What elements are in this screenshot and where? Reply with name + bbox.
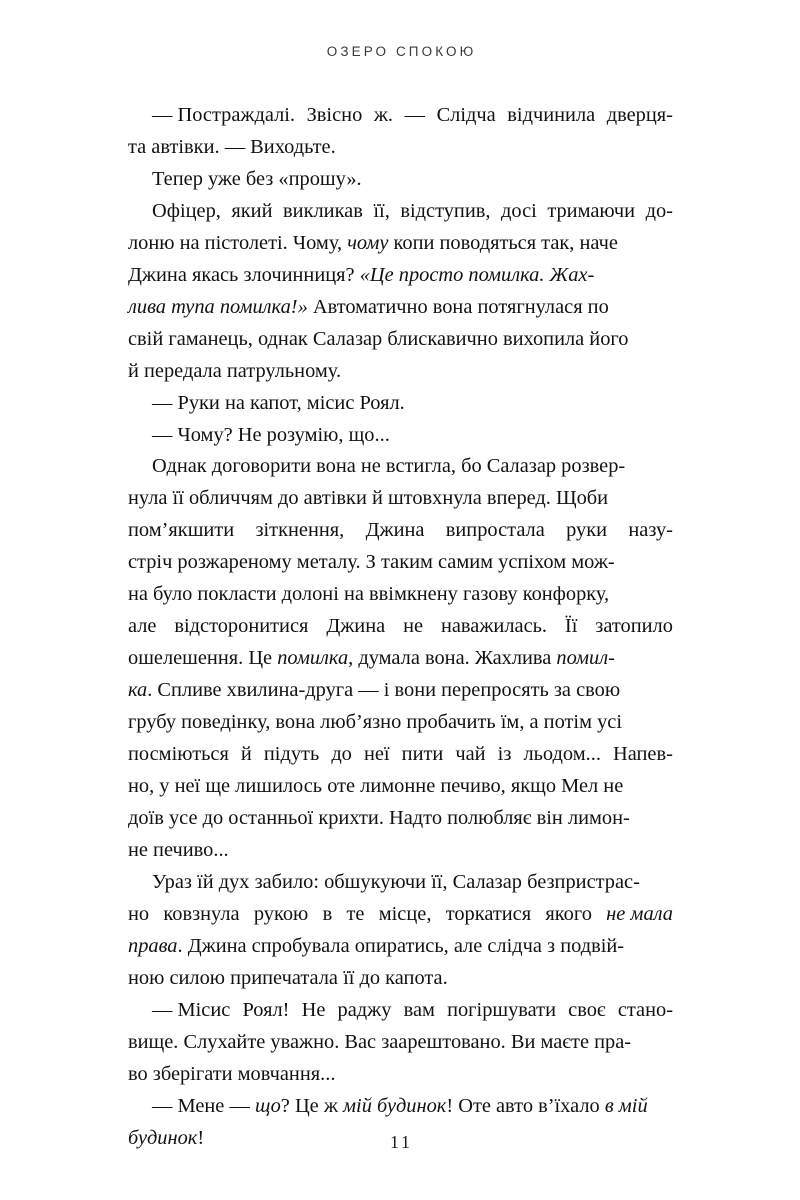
text-line: лоню на пістолеті. Чому, чому копи поводяться так, наче: [128, 231, 618, 254]
emphasis-text: права: [128, 934, 178, 957]
text-line: но, у неї ще лишилось оте лимонне печиво, якщо Мел не: [128, 775, 624, 798]
text-line: пом’якшити зіткнення, Джина випростала руки назу-: [128, 519, 673, 542]
paragraph: [128, 164, 673, 196]
text-line: доїв усе до останньої крихти. Надто полюбляє він лимон-: [128, 806, 630, 829]
paragraph: [128, 867, 673, 995]
text-line: во зберігати мовчання...: [128, 1062, 336, 1085]
emphasis-text: чому: [347, 231, 389, 254]
emphasis-text: помил-: [556, 647, 615, 670]
text-line: лива тупа помилка!» Автоматично вона потягнулася по: [128, 295, 609, 318]
text-line: посміються й підуть до неї пити чай із льодом... Напев-: [128, 743, 673, 766]
emphasis-text: лива тупа помилка!»: [128, 295, 308, 318]
paragraph: [128, 451, 673, 866]
paragraph: [128, 388, 673, 420]
text-line: але відсторонитися Джина не наважилась. Її затопило: [128, 615, 673, 638]
text-line: нула її обличчям до автівки й штовхнула вперед. Щоби: [128, 487, 609, 510]
text-line: — Місис Роял! Не раджу вам погіршувати своє стано-: [152, 998, 673, 1021]
text-line: будинок!: [128, 1126, 205, 1149]
paragraph: [128, 100, 673, 164]
text-line: ка. Спливе хвилина-друга — і вони перепросять за свою: [128, 679, 621, 702]
text-line: вище. Слухайте уважно. Вас заарештовано. Ви маєте пра-: [128, 1030, 632, 1053]
text-line: не печиво...: [128, 838, 229, 861]
text-line: на було покласти долоні на ввімкнену газову конфорку,: [128, 583, 610, 606]
text-line: свій гаманець, однак Салазар блискавично вихопила його: [128, 327, 629, 350]
emphasis-text: що: [254, 1094, 281, 1117]
emphasis-text: «Це просто помилка. Жах-: [359, 263, 595, 286]
text-line: но ковзнула рукою в те місце, торкатися якого не мала: [128, 902, 673, 925]
text-line: та автівки. — Виходьте.: [128, 135, 336, 158]
paragraph: [128, 420, 673, 452]
page-number: 11: [390, 1132, 413, 1152]
emphasis-text: будинок: [128, 1126, 198, 1149]
text-line: Ураз їй дух забило: обшукуючи її, Салазар безпристрас-: [152, 870, 640, 893]
emphasis-text: помилка: [277, 647, 349, 670]
emphasis-text: ка: [128, 679, 148, 702]
text-line: грубу поведінку, вона люб’язно пробачить їм, а потім усі: [128, 711, 623, 734]
paragraph: [128, 995, 673, 1091]
text-line: Офіцер, який викликав її, відступив, досі тримаючи до-: [152, 199, 673, 222]
text-line: Тепер уже без «прошу».: [152, 167, 362, 190]
text-line: — Чому? Не розумію, що...: [152, 423, 390, 446]
emphasis-text: в мій: [604, 1094, 648, 1117]
text-line: ошелешення. Це помилка, думала вона. Жахлива помил-: [128, 647, 615, 670]
text-line: ною силою припечатала її до капота.: [128, 966, 448, 989]
text-line: — Постраждалі. Звісно ж. — Слідча відчинила дверця-: [152, 104, 673, 126]
page-text-block: [128, 100, 673, 1154]
text-line: Однак договорити вона не встигла, бо Салазар розвер-: [152, 455, 626, 478]
text-line: й передала патрульному.: [128, 359, 342, 382]
running-head: ОЗЕРО СПОКОЮ: [326, 44, 477, 59]
emphasis-text: мій будинок: [343, 1094, 447, 1117]
text-line: Джина якась злочинниця? «Це просто помилка. Жах-: [128, 263, 595, 286]
text-line: права. Джина спробувала опиратись, але слідча з подвій-: [128, 934, 625, 957]
emphasis-text: не мала: [606, 902, 673, 925]
text-line: — Мене — що? Це ж мій будинок! Оте авто в’їхало в мій: [152, 1094, 648, 1117]
paragraph: [128, 196, 673, 388]
text-line: стріч розжареному металу. З таким самим успіхом мож-: [128, 551, 615, 574]
text-line: — Руки на капот, місис Роял.: [152, 391, 405, 414]
